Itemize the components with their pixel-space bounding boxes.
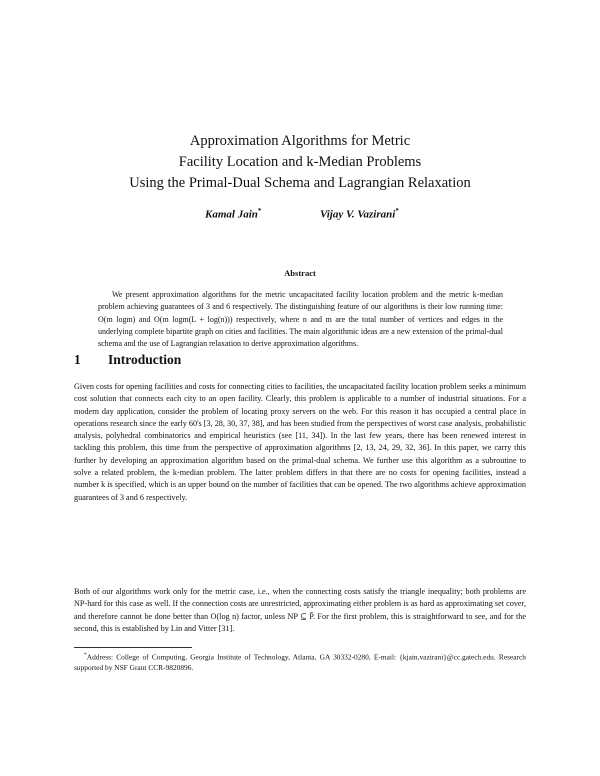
section-title: Introduction xyxy=(108,352,182,367)
footnote-text: Address: College of Computing, Georgia Institute of Technology, Atlanta, GA 30332-0280, E-mail: {kjain,vazirani}@cc.gatech.edu. Research supported by NSF Grant CCR-9820896. xyxy=(74,652,526,672)
footnote xyxy=(74,650,526,673)
author-1-footnote-mark: * xyxy=(257,207,262,215)
footnote-rule xyxy=(74,647,192,648)
intro-paragraph-2: Both of our algorithms work only for the metric case, i.e., when the connecting costs satisfy the triangle inequality; both problems are NP-hard for this case as well. If the connection costs are unrestricted, approximating either problem is as hard as approximating set cover, and therefore cannot be done better than O(log n) factor, unless NP ⊆ P̃. For the first problem, this is straightforward to see, and for the second, this is established by Lin and Vitter [31]. xyxy=(74,587,526,633)
title-line-2: Facility Location and k-Median Problems xyxy=(178,154,422,170)
author-2-footnote-mark: * xyxy=(395,207,399,215)
author-2-name: Vijay V. Vazirani xyxy=(320,208,396,221)
title-line-1: Approximation Algorithms for Metric xyxy=(189,133,411,149)
abstract-text: We present approximation algorithms for the metric uncapacitated facility location problem and the metric k-median problem achieving guarantees of 3 and 6 respectively. The distinguishing feature of our algorithms is their low running time: O(m logm) and O(m logm(L + log(n))) respectively, where n and m are the total number of vertices and edges in the underlying complete bipartite graph on cities and facilities. The main algorithmic ideas are a new extension of the primal-dual schema and the use of Lagrangian relaxation to derive approximation algorithms. xyxy=(98,290,503,349)
abstract-heading: Abstract xyxy=(284,268,316,278)
author-1 xyxy=(205,207,261,221)
footnote-mark: * xyxy=(84,652,87,658)
title-line-3: Using the Primal-Dual Schema and Lagrangian Relaxation xyxy=(129,175,471,191)
paper-title xyxy=(60,131,540,194)
intro-paragraph-1: Given costs for opening facilities and costs for connecting cities to facilities, the uncapacitated facility location problem seeks a minimum cost solution that connects each city to an open facility. Clearly, this problem is applicable to a number of industrial situations. For a modern day application, consider the problem of locating proxy servers on the web. For this reason it has occupied a central place in operations research since the early 60's [3, 28, 30, 37, 38], and has been studied from the perspectives of worst case analysis, probabilistic analysis, polyhedral combinatorics and empirical heuristics (see [11, 34]). In the last few years, there has been renewed interest in tackling this problem, this time from the perspective of approximation algorithms [2, 13, 24, 29, 32, 36]. In this paper, we carry this further by developing an approximation algorithm based on the primal-dual schema. We further use this algorithm as a subroutine to solve a related problem, the k-median problem. The latter problem differs in that there are no costs for opening facilities, instead a number k is specified, which is an upper bound on the number of facilities that can be opened. The two algorithms achieve approximation guarantees of 3 and 6 respectively. xyxy=(74,382,526,502)
section-heading xyxy=(74,352,181,368)
section-number: 1 xyxy=(74,352,81,367)
author-2 xyxy=(320,207,399,221)
author-1-name: Kamal Jain xyxy=(205,208,258,221)
